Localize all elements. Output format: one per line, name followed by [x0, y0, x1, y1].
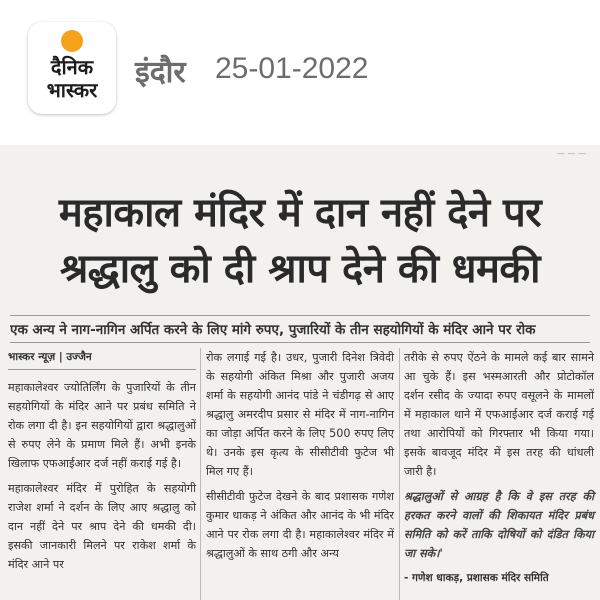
- paragraph: रोक लगाई गई है। उधर, पुजारी दिनेश त्रिवेदी के सहयोगी अंकित मिश्रा और पुजारी अजय शर्मा के सहयोगी आनंद पांडे ने चंडीगढ़ से आए श्रद्धालु अमरदीप प्रसार से मंदिर में नाग-नागिन का जोड़ा अर्पित करने के लिए 500 रुपए लिए थे। उनके इस कृत्य के सीसीटीवी फुटेज भी मिल गए हैं।: [206, 351, 394, 478]
- byline: भास्कर न्यूज़ | उज्जैन: [8, 348, 196, 370]
- paragraph: महाकालेश्वर मंदिर में पुरोहित के सहयोगी राजेश शर्मा ने दर्शन के लिए आए श्रद्धालु को दान नहीं देने पर श्राप देने की धमकी दी। इसकी जानकारी मिलने पर राकेश शर्मा के मंदिर आने पर: [8, 482, 196, 571]
- logo-text-line2: भास्कर: [46, 78, 98, 102]
- app-header: [0, 0, 600, 145]
- quote-attribution: - गणेश धाकड़, प्रशासक मंदिर समिति: [404, 572, 549, 584]
- edition-city: इंदौर: [135, 55, 186, 90]
- headline-line1: महाकाल मंदिर में दान नहीं देने पर: [58, 190, 542, 236]
- article-column-2: [206, 348, 394, 569]
- dainik-bhaskar-logo[interactable]: [28, 22, 116, 114]
- edition-date: 25-01-2022: [215, 52, 369, 85]
- paragraph: तरीके से रुपए ऐंठने के मामले कई बार सामने आ चुके हैं। इस भस्मआरती और प्रोटोकॉल दर्शन रसीद के ज्यादा रुपए वसूलने के मामलों में महाकाल थाने में एफआईआर दर्ज कराई गई तथा आरोपियों को गिरफ्तार भी किया गया। इसके बावजूद मंदिर में इस तरह की धांधली जारी है।: [404, 351, 594, 478]
- sun-icon: [61, 30, 83, 52]
- logo-text-line1: दैनिक: [50, 55, 94, 79]
- paragraph: सीसीटीवी फुटेज देखने के बाद प्रशासक गणेश कुमार धाकड़ ने अंकित और आनंद के भी मंदिर आने पर रोक लगा दी है। महाकालेश्वर मंदिर में श्रद्धालुओं के साथ ठगी और अन्य: [206, 490, 394, 560]
- article-column-3: [404, 348, 594, 594]
- quote: श्रद्धालुओं से आग्रह है कि वे इस तरह की हरकत करने वालों की शिकायत मंदिर प्रबंध समिति को करें ताकि दोषियों को दंडित किया जा सके।': [404, 490, 594, 560]
- newspaper-clipping: [0, 145, 600, 600]
- article-headline: [0, 185, 600, 297]
- headline-line2: श्रद्धालु को दी श्राप देने की धमकी: [59, 246, 540, 292]
- column-divider: [200, 348, 201, 600]
- page-marker: — — —: [556, 149, 586, 158]
- article-column-1: [8, 348, 196, 580]
- article-subheading: एक अन्य ने नाग-नागिन अर्पित करने के लिए मांगे रुपए, पुजारियों के तीन सहयोगियों के मंदिर आने पर रोक: [10, 315, 590, 343]
- paragraph: महाकालेश्वर ज्योतिर्लिंग के पुजारियों के तीन सहयोगियों के मंदिर आने पर प्रबंध समिति ने रोक लगा दी है। इन सहयोगियों द्वारा श्रद्धालुओं से रुपए लेने के प्रमाण मिले हैं। अभी इनके खिलाफ एफआईआर दर्ज नहीं कराई गई है।: [8, 381, 196, 470]
- column-divider: [399, 348, 400, 600]
